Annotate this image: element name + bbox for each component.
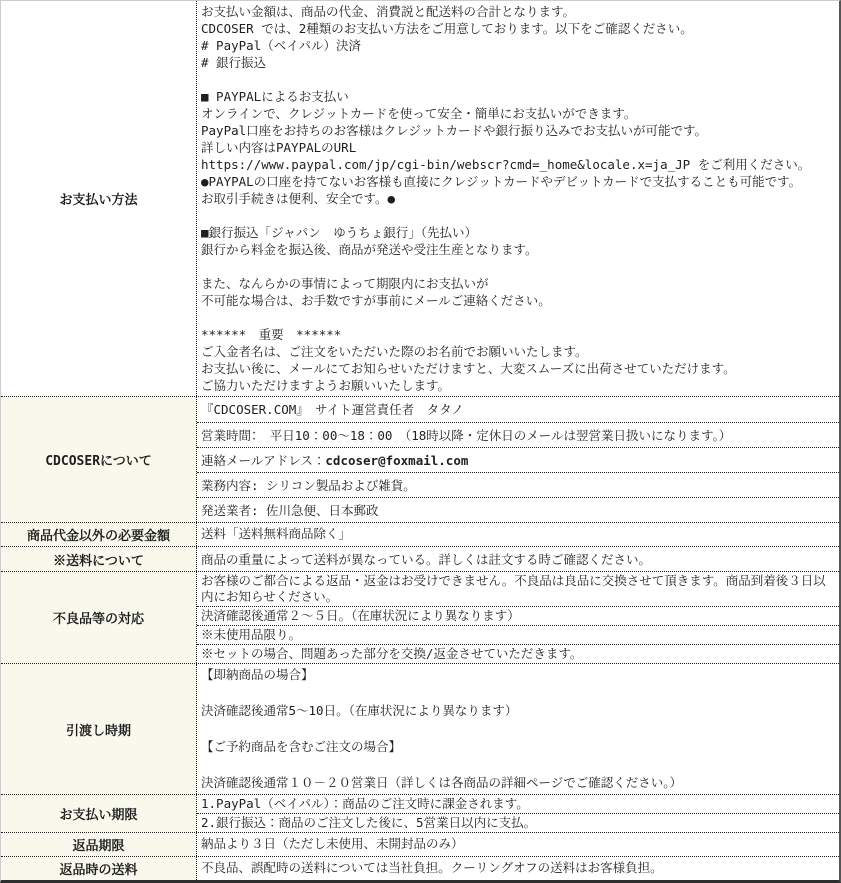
row-content xyxy=(197,833,839,856)
text-line: 不良品、誤配時の送料については当社負担。クーリングオフの送料はお客様負担。 xyxy=(201,860,663,875)
text-line xyxy=(201,71,835,88)
text-line: PayPal口座をお持ちのお客様はクレジットカードや銀行振り込みでお支払いが可能です。 xyxy=(201,123,707,138)
table-row-payment-method xyxy=(1,1,839,396)
table-row-extra-fees xyxy=(1,522,839,546)
text-line: ご入金者名は、ご注文をいただいた際のお名前でお願いいたします。 xyxy=(201,344,588,359)
row-content xyxy=(197,1,839,396)
row-content xyxy=(197,523,839,546)
text-line: また、なんらかの事情によって期限内にお支払いが xyxy=(201,276,489,291)
text-line xyxy=(201,207,835,224)
content-cell xyxy=(197,447,839,472)
row-content xyxy=(197,547,839,571)
content-cell xyxy=(197,625,839,644)
content-cell xyxy=(197,606,839,625)
text-line: # PayPal（ベイパル）決済 xyxy=(201,38,361,53)
row-header-about-cdcoser: CDCOSERについて xyxy=(1,397,197,522)
text-line xyxy=(201,720,835,738)
text-line: # 銀行振込 xyxy=(201,55,267,70)
text-line: 詳しい内容はPAYPALのURL xyxy=(201,140,357,155)
content-cell xyxy=(197,644,839,663)
table-row-shipping-note xyxy=(1,546,839,571)
text-line: 【即納商品の場合】 xyxy=(201,667,314,682)
content-cell xyxy=(197,833,839,854)
table-row-about-cdcoser xyxy=(1,396,839,522)
content-cell xyxy=(197,547,839,571)
text-line: ■銀行振込「ジャパン ゆうちょ銀行」（先払い） xyxy=(201,225,478,240)
row-content xyxy=(197,664,839,794)
row-content xyxy=(197,397,839,522)
text-line: 【ご予約商品を含むご注文の場合】 xyxy=(201,739,402,754)
text-line: 商品の重量によって送料が異なっている。詳しくは註文する時ご確認ください。 xyxy=(201,551,652,567)
text-line: 発送業者: 佐川急便、日本郵政 xyxy=(201,502,379,518)
text-line: オンラインで、クレジットカードを使って安全・簡単にお支払いができます。 xyxy=(201,106,637,121)
row-header-extra-fees: 商品代金以外の必要金額 xyxy=(1,523,197,546)
row-header-payment-deadline: お支払い期限 xyxy=(1,795,197,832)
content-cell xyxy=(197,523,839,544)
text-line xyxy=(201,684,835,702)
table-row-payment-deadline xyxy=(1,794,839,832)
text-line: お取引手続きは便利、安全です。● xyxy=(201,191,396,206)
row-header-return-shipping: 返品時の送料 xyxy=(1,857,197,880)
text-line: 2.銀行振込：商品のご注文した後に、5営業日以内に支払。 xyxy=(201,815,537,830)
table-row-return-deadline xyxy=(1,832,839,856)
text-line: 『CDCOSER.COM』 サイト運営責任者 タタノ xyxy=(201,402,464,417)
content-cell xyxy=(197,497,839,522)
text-line: 納品より３日（ただし未使用、未開封品のみ） xyxy=(201,836,464,851)
text-line: ■ PAYPALによるお支払い xyxy=(201,89,349,104)
row-content xyxy=(197,572,839,663)
paypal-url-text: https://www.paypal.com/jp/cgi-bin/webscr?cmd=_home&locale.x=ja_JP をご利用ください。 xyxy=(201,157,811,172)
text-line: 不可能な場合は、お手数ですが事前にメールご連絡ください。 xyxy=(201,293,551,308)
content-cell xyxy=(197,664,839,794)
text-line: 営業時間： 平日10：00～18：00 （18時以降・定休日のメールは翌営業日扱いになります。） xyxy=(201,427,732,443)
content-cell xyxy=(197,472,839,497)
text-line xyxy=(201,258,835,275)
text-line: 決済確認後通常１０－２０営業日（詳しくは各商品の詳細ページでご確認ください。） xyxy=(201,775,683,790)
text-line: 決済確認後通常２～５日。（在庫状況により異なります） xyxy=(201,608,520,623)
contact-email-address: cdcoser@foxmail.com xyxy=(325,452,469,468)
table-row-delivery-time xyxy=(1,663,839,794)
content-cell xyxy=(197,795,839,813)
text-line xyxy=(201,756,835,774)
row-header-return-deadline: 返品期限 xyxy=(1,833,197,856)
row-header-shipping-note: ※送料について xyxy=(1,547,197,571)
text-line: ご協力いただけますようお願いいたします。 xyxy=(201,378,451,393)
row-header-payment-method: お支払い方法 xyxy=(1,1,197,396)
row-content xyxy=(197,795,839,832)
text-line: ●PAYPALの口座を持てないお客様も直接にクレジットカードやデビットカードで支払することも可能です。 xyxy=(201,174,802,189)
text-line: ※セットの場合、問題あった部分を交換/返金させていただきます。 xyxy=(201,646,583,661)
content-cell xyxy=(197,422,839,447)
text-line: お客様のご都合による返品・返金はお受けできません。不良品は良品に交換させて頂きます。商品到着後３日以内にお知らせください。 xyxy=(201,573,826,604)
text-line: 決済確認後通常5～10日。（在庫状況により異なります） xyxy=(201,703,518,718)
text-line: 1.PayPal（ベイパル）：商品のご注文時に課金されます。 xyxy=(201,796,529,811)
text-line: 送料「送料無料商品除く」 xyxy=(201,526,352,541)
table-row-defect-handling xyxy=(1,571,839,663)
text-line: お支払い後に、メールにてお知らせいただけますと、大変スムーズに出荷させていただけます。 xyxy=(201,361,736,376)
text-line: 銀行から料金を振込後、商品が発送や受注生産となります。 xyxy=(201,242,538,257)
row-header-defect-handling: 不良品等の対応 xyxy=(1,572,197,663)
content-cell xyxy=(197,397,839,422)
row-header-delivery-time: 引渡し時期 xyxy=(1,664,197,794)
table-row-return-shipping xyxy=(1,856,839,880)
text-line: ****** 重要 ****** xyxy=(201,327,342,342)
contact-email-label: 連絡メールアドレス： xyxy=(201,453,326,468)
content-cell xyxy=(197,1,839,396)
content-cell xyxy=(197,813,839,832)
text-line: 業務内容: シリコン製品および雑貨。 xyxy=(201,477,416,493)
content-cell xyxy=(197,572,839,606)
text-line: ※未使用品限り。 xyxy=(201,627,302,642)
text-line: お支払い金額は、商品の代金、消費説と配送料の合計となります。 xyxy=(201,4,576,19)
text-line: CDCOSER では、2種類のお支払い方法をご用意しております。以下をご確認ください。 xyxy=(201,21,693,36)
text-line xyxy=(201,309,835,326)
row-content xyxy=(197,857,839,880)
